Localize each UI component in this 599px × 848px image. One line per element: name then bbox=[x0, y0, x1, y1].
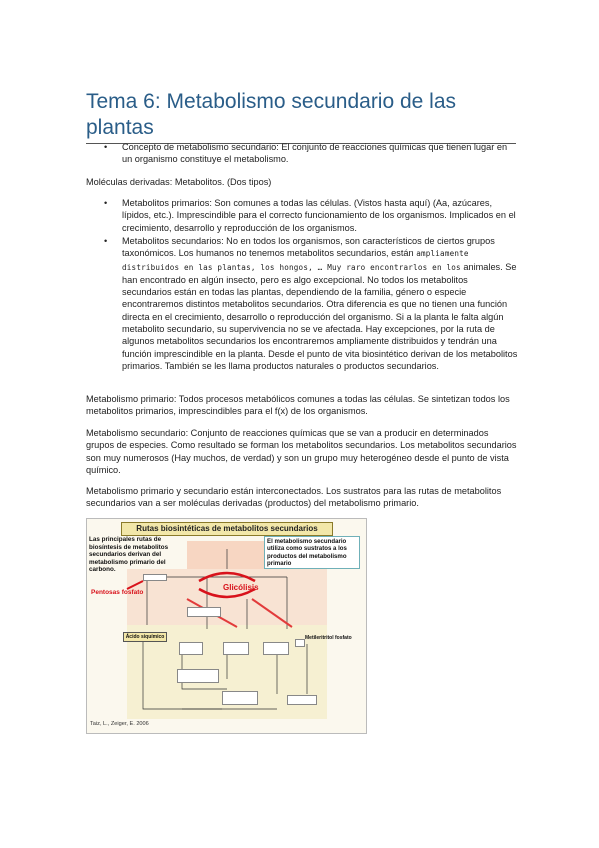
primary-metabolites-text: Metabolitos primarios: Son comunes a todas las células. (Vistos hasta aquí) (Aa, azúcares, lípidos, etc.). Imprescindible para el correcto funcionamiento de los organismos. Implicados en el crecimiento, desarrollo y reproducción de los organismos. bbox=[122, 198, 516, 233]
derived-heading: Moléculas derivadas: Metabolitos. (Dos tipos) bbox=[86, 177, 272, 187]
bullet-icon: • bbox=[104, 198, 108, 208]
metileritritol-fosfato-label: Metileritritol fosfato bbox=[305, 635, 352, 641]
para-secondary: Metabolismo secundario: Conjunto de reacciones químicas que se van a producir en determinados grupos de especies. Como resultado se forman los metabolitos secundarios. Los metabolitos secundarios son muy numerosos (Hay muchos, de verdad) y son un grupo muy heterogéneo desde el punto de vista químico. bbox=[86, 428, 517, 475]
diagram-node bbox=[287, 695, 317, 705]
page-title: Tema 6: Metabolismo secundario de las plantas bbox=[86, 89, 516, 144]
pathway-figure bbox=[86, 518, 367, 734]
figure-credit: Taiz, L., Zeiger, E. 2006 bbox=[90, 721, 149, 727]
diagram-node bbox=[222, 691, 258, 705]
para-primary: Metabolismo primario: Todos procesos metabólicos comunes a todas las células. Se sintetizan todos los metabolitos primarios, imprescindibles para el f(x) de los organismos. bbox=[86, 394, 510, 417]
diagram-node bbox=[263, 642, 289, 655]
list-item bbox=[104, 197, 517, 234]
secondary-metabolites-mono: ampliamente distribuidos en las plantas, los hongos, … Muy raro encontrarlos en los bbox=[122, 249, 469, 272]
diagram-node bbox=[295, 639, 305, 647]
bullet-icon: • bbox=[104, 142, 108, 152]
diagram-node bbox=[179, 642, 203, 655]
diagram-node bbox=[177, 669, 219, 683]
bullet-icon: • bbox=[104, 236, 108, 246]
figure-note-right: El metabolismo secundario utiliza como sustratos a los productos del metabolismo primario bbox=[264, 536, 360, 569]
diagram-node bbox=[223, 642, 249, 655]
secondary-metabolites-text-2: animales. Se han encontrado en algún insecto, pero es algo excepcional. No todos los metabolitos secundarios están en todas las plantas, dependiendo de la familia, género o especie encontraremos distintos metabolitos secundarios. Otra diferencia es que no tienen una función directa en el crecimiento, desarrollo o reproducción del organismo. Si a la planta le falta algún metabolito secundario, su supervivencia no se ve afectada. Hay excepciones, por la ruta de algunos metabolitos secundarios los encontraremos ampliamente distribuidos y tendrán una función imprescindible en la planta. Desde el punto de vita biosintético derivan de los metabolitos primarios. También se les llama productos naturales o productos secundarios. bbox=[122, 261, 518, 371]
figure-title: Rutas biosintéticas de metabolitos secundarios bbox=[121, 522, 333, 536]
diagram-node bbox=[187, 607, 221, 617]
acido-siquimico-label: Ácido siquímico bbox=[123, 632, 167, 642]
pentosas-fosfato-label: Pentosas fosfato bbox=[91, 589, 144, 596]
figure-note-left: Las principales rutas de biosíntesis de metabolitos secundarios derivan del metabolismo primario del carbono. bbox=[89, 536, 169, 574]
list-item bbox=[104, 235, 519, 372]
intro-bullet-text: Concepto de metabolismo secundario: El conjunto de reacciones químicas que tienen lugar en un organismo constituye el metabolismo. bbox=[122, 142, 508, 165]
diagram-node bbox=[143, 574, 167, 581]
glicolisis-label: Glicólisis bbox=[223, 583, 259, 592]
secondary-metabolites-text: Metabolitos secundarios: No en todos los organismos, son característicos de ciertos grupos taxonómicos. Los humanos no tenemos metabolitos secundarios, están bbox=[122, 236, 495, 259]
para-linked: Metabolismo primario y secundario están interconectados. Los sustratos para las rutas de metabolitos secundarios van a ser moléculas derivadas (productos) del metabolismo primario. bbox=[86, 486, 502, 509]
list-item bbox=[104, 141, 517, 166]
